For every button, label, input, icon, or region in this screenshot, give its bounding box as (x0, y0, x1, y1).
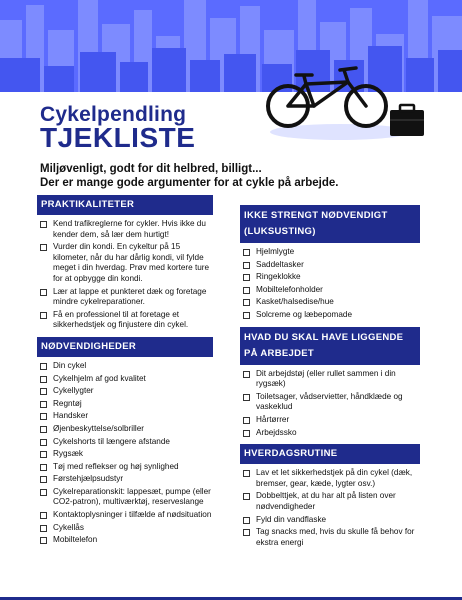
checklist-item-text: Cykelshorts til længere afstande (53, 436, 170, 446)
section-heading: NØDVENDIGHEDER (37, 337, 213, 357)
checklist-item-text: Ringeklokke (256, 272, 301, 282)
checklist-item (240, 285, 420, 296)
intro-line2: Der er mange gode argumenter for at cykle på arbejde. (40, 177, 339, 189)
checklist-item (37, 535, 213, 546)
checklist-item (240, 515, 420, 526)
checklist-item (37, 437, 213, 448)
checklist (240, 464, 420, 548)
checklist-item (37, 411, 213, 422)
checkbox[interactable] (40, 289, 47, 296)
section-noedvendigheder (37, 337, 213, 546)
checkbox[interactable] (40, 426, 47, 433)
checklist-item-text: Tøj med reflekser og høj synlighed (53, 461, 179, 471)
checklist-item-text: Toiletsager, vådservietter, håndklæde og vaskeklud (256, 391, 403, 412)
checklist-item-text: Arbejdssko (256, 427, 297, 437)
checklist-item (240, 260, 420, 271)
briefcase-icon (390, 110, 424, 136)
checklist-item-text: Vurder din kondi. En cykeltur på 15 kilometer, når du har dårlig kondi, vil fylde meget i din hverdag. Prøv med kortere ture for at opbygge din kondi. (53, 242, 210, 283)
checkbox[interactable] (40, 401, 47, 408)
title-line2: TJEKLISTE (40, 122, 196, 153)
checklist-item-text: Din cykel (53, 360, 87, 370)
title-line1: Cykelpendling (40, 103, 187, 126)
checklist-item (240, 428, 420, 439)
checklist-item-text: Dobbelttjek, at du har alt på listen over nødvendigheder (256, 491, 396, 511)
checklist-item-text: Kend trafikreglerne for cykler. Hvis ikke du kender dem, så lær dem hurtigt! (53, 219, 206, 239)
checklist-item (240, 415, 420, 426)
checklist-item (37, 287, 213, 308)
checklist-item (37, 374, 213, 385)
checklist-item-text: Cykelhjelm af god kvalitet (53, 373, 146, 383)
checklist-item (37, 386, 213, 397)
checklist-item (240, 272, 420, 283)
checkbox[interactable] (243, 312, 250, 319)
checklist (37, 357, 213, 546)
checklist-item (37, 523, 213, 534)
checkbox[interactable] (40, 221, 47, 228)
checkbox[interactable] (40, 363, 47, 370)
left-column (37, 195, 213, 552)
checkbox[interactable] (243, 287, 250, 294)
checkbox[interactable] (40, 388, 47, 395)
checklist-item-text: Førstehjælpsudstyr (53, 474, 124, 484)
checklist-item-text: Øjenbeskyttelse/solbriller (53, 423, 145, 433)
checklist-item (240, 491, 420, 512)
section-hverdagsrutine (240, 444, 420, 548)
checklist-item (37, 449, 213, 460)
checkbox[interactable] (243, 249, 250, 256)
checkbox[interactable] (40, 451, 47, 458)
checklist-item (37, 424, 213, 435)
checkbox[interactable] (40, 464, 47, 471)
checklist-item-text: Cykellås (53, 522, 84, 532)
checklist-item-text: Mobiltelefon (53, 535, 98, 545)
section-heading: HVERDAGSRUTINE (240, 444, 420, 464)
checklist-item (240, 527, 420, 548)
checklist-item-text: Hjelmlygte (256, 247, 295, 256)
checklist-item-text: Hårtørrer (256, 414, 290, 424)
checklist-item-text: Rygsæk (53, 449, 84, 459)
section-luksusting (240, 205, 420, 321)
checklist-item (37, 474, 213, 485)
checklist-item (37, 462, 213, 473)
checkbox[interactable] (40, 525, 47, 532)
checklist-item-text: Lær at lappe et punkteret dæk og foretage mindre cykelreparationer. (53, 286, 207, 307)
checklist-item (240, 468, 420, 489)
checklist-item (37, 510, 213, 521)
checkbox[interactable] (40, 244, 47, 251)
checklist-item-text: Handsker (53, 411, 89, 421)
section-praktikaliteter (37, 195, 213, 331)
checkbox[interactable] (243, 299, 250, 306)
checklist-item (37, 487, 213, 508)
checklist-item (240, 297, 420, 308)
intro-line1: Miljøvenligt, godt for dit helbred, billigt... (40, 163, 262, 175)
checklist-item (240, 247, 420, 258)
checklist-item (240, 369, 420, 390)
checklist-item-text: Dit arbejdstøj (eller rullet sammen i din rygsæk) (256, 368, 396, 389)
checkbox[interactable] (40, 312, 47, 319)
checkbox[interactable] (40, 413, 47, 420)
checkbox[interactable] (243, 262, 250, 269)
checklist-item-text: Mobiltelefonholder (256, 284, 323, 294)
checklist-item-text: Solcreme og læbepomade (256, 309, 353, 319)
checkbox[interactable] (243, 417, 250, 424)
section-paa-arbejdet (240, 327, 420, 439)
checklist-item (37, 242, 213, 284)
checkbox[interactable] (40, 537, 47, 544)
checkbox[interactable] (243, 274, 250, 281)
checklist-item-text: Saddeltasker (256, 259, 304, 269)
checklist-item-text: Regntøj (53, 398, 82, 408)
checklist (240, 243, 420, 321)
checklist-item (37, 219, 213, 240)
checklist-item-text: Kasket/halsedise/hue (256, 297, 334, 307)
checklist-item-text: Kontaktoplysninger i tilfælde af nødsituation (53, 510, 212, 520)
checkbox[interactable] (243, 493, 250, 500)
checklist-item-text: Fyld din vandflaske (256, 514, 327, 524)
checklist-item (37, 310, 213, 331)
section-heading: HVAD DU SKAL HAVE LIGGENDE PÅ ARBEJDET (240, 327, 420, 365)
checklist (37, 215, 213, 331)
checklist-item-text: Cykelreparationskit: lappesæt, pumpe (eller CO2-patron), multiværktøj, reserveslange (53, 486, 211, 507)
section-heading: IKKE STRENGT NØDVENDIGT (LUKSUSTING) (240, 205, 420, 243)
checkbox[interactable] (243, 529, 250, 536)
checklist-item (37, 361, 213, 372)
checkbox[interactable] (40, 439, 47, 446)
checklist-item (37, 399, 213, 410)
checkbox[interactable] (243, 371, 250, 378)
checkbox[interactable] (243, 470, 250, 477)
section-heading: PRAKTIKALITETER (37, 195, 213, 215)
checkbox[interactable] (243, 394, 250, 401)
intro-text (40, 162, 430, 190)
checklist-item-text: Få en professionel til at foretage et sikkerhedstjek og finjustere din cykel. (53, 309, 189, 330)
checkbox[interactable] (40, 512, 47, 519)
checkbox[interactable] (243, 430, 250, 437)
checklist-item-text: Cykellygter (53, 386, 94, 396)
checklist-item-text: Lav et let sikkerhedstjek på din cykel (dæk, bremser, gear, kæde, lygter osv.) (256, 468, 413, 488)
bicycle-illustration (262, 62, 432, 142)
checklist-item-text: Tag snacks med, hvis du skulle få behov for ekstra energi (256, 527, 415, 547)
checkbox[interactable] (40, 489, 47, 496)
checklist-item (240, 310, 420, 321)
checkbox[interactable] (40, 376, 47, 383)
right-column (240, 205, 420, 554)
checkbox[interactable] (243, 517, 250, 524)
checklist (240, 365, 420, 439)
checklist-item (240, 392, 420, 413)
checkbox[interactable] (40, 476, 47, 483)
